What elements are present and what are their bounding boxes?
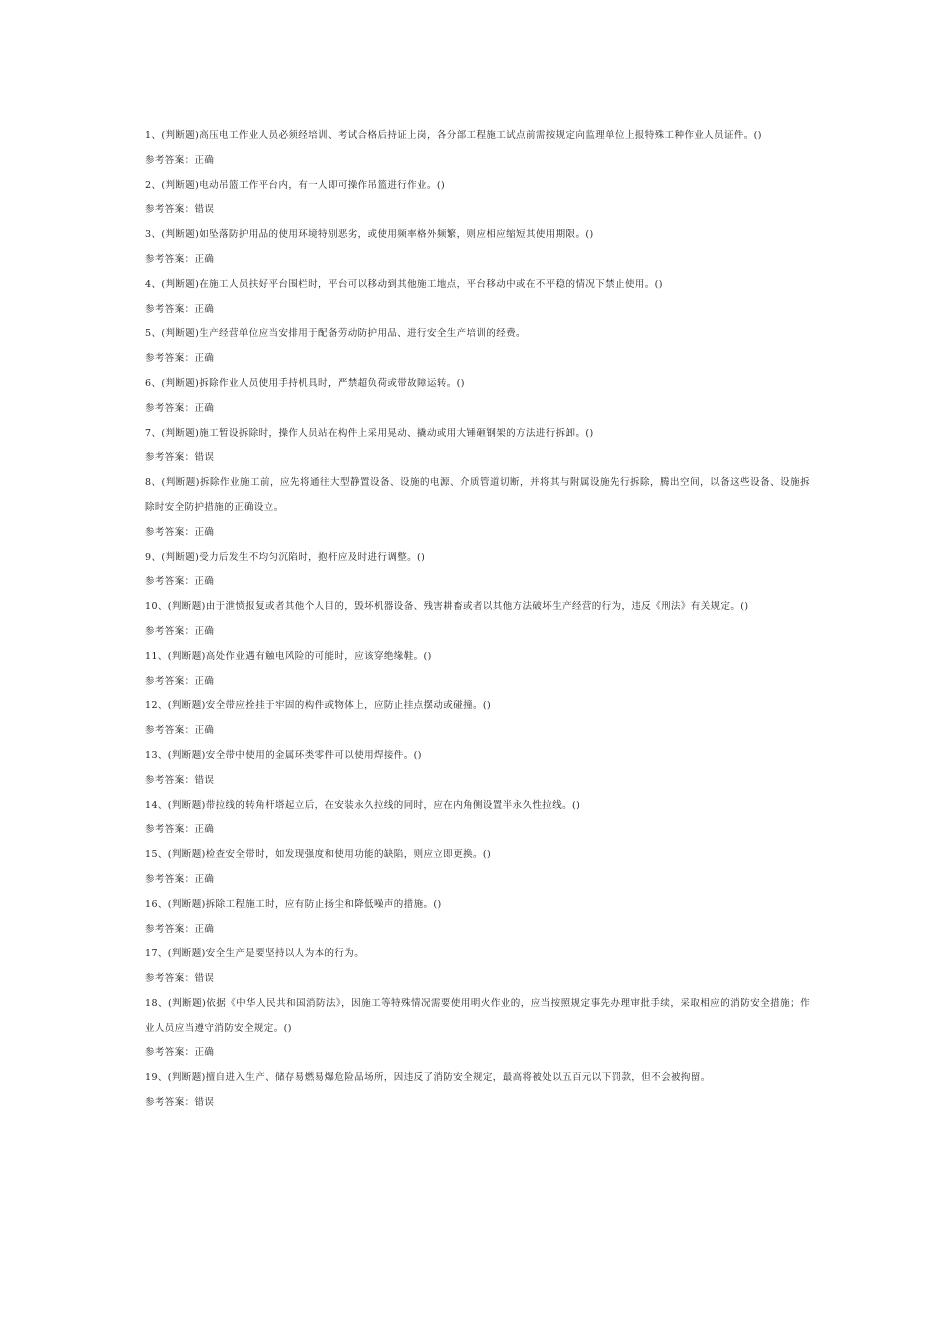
answer-label: 参考答案： <box>145 1097 195 1109</box>
answer-label: 参考答案： <box>145 725 195 737</box>
answer-label: 参考答案： <box>145 675 195 687</box>
answer-value: 错误 <box>194 973 215 985</box>
answer-line <box>145 446 810 471</box>
answer-label: 参考答案： <box>145 353 195 365</box>
question-text: 2、(判断题)电动吊篮工作平台内，有一人即可操作吊篮进行作业。() <box>145 179 446 191</box>
answer-line <box>145 397 810 422</box>
question-text: 5、(判断题)生产经营单位应当安排用于配备劳动防护用品、进行安全生产培训的经费。 <box>145 328 526 340</box>
answer-label: 参考答案： <box>145 402 195 414</box>
answer-line <box>145 298 810 323</box>
answer-label: 参考答案： <box>145 204 195 216</box>
answer-line <box>145 719 810 744</box>
answer-value: 正确 <box>194 253 215 265</box>
answer-value: 正确 <box>194 154 215 166</box>
question-text: 7、(判断题)施工暂设拆除时，操作人员站在构件上采用晃动、撬动或用大锤砸钢架的方法进行拆卸。() <box>145 427 594 439</box>
answer-line <box>145 347 810 372</box>
answer-line <box>145 521 810 546</box>
question-list <box>145 124 810 1116</box>
answer-line <box>145 198 810 223</box>
answer-line <box>145 769 810 794</box>
question-text: 9、(判断题)受力后发生不均匀沉陷时，抱杆应及时进行调整。() <box>145 551 426 563</box>
answer-value: 正确 <box>194 923 215 935</box>
answer-value: 正确 <box>194 873 215 885</box>
answer-value: 正确 <box>194 303 215 315</box>
answer-line <box>145 670 810 695</box>
answer-label: 参考答案： <box>145 253 195 265</box>
answer-line <box>145 1091 810 1116</box>
answer-value: 正确 <box>194 625 215 637</box>
answer-value: 正确 <box>194 725 215 737</box>
question-text: 18、(判断题)依据《中华人民共和国消防法》，因施工等特殊情况需要使用明火作业的，应当按照规定事先办理审批手续，采取相应的消防安全措施；作业人员应当遵守消防安全规定。() <box>145 997 810 1034</box>
answer-value: 错误 <box>194 452 215 464</box>
question-text: 13、(判断题)安全带中使用的金属环类零件可以使用焊接件。() <box>145 749 422 761</box>
answer-line <box>145 967 810 992</box>
answer-value: 正确 <box>194 1047 215 1059</box>
answer-value: 正确 <box>194 402 215 414</box>
answer-line <box>145 248 810 273</box>
answer-line <box>145 570 810 595</box>
question-text: 16、(判断题)拆除工程施工时，应有防止扬尘和降低噪声的措施。() <box>145 898 442 910</box>
question-text: 4、(判断题)在施工人员扶好平台围栏时，平台可以移动到其他施工地点，平台移动中或在不平稳的情况下禁止使用。() <box>145 278 663 290</box>
answer-label: 参考答案： <box>145 303 195 315</box>
answer-line <box>145 868 810 893</box>
answer-value: 错误 <box>194 1097 215 1109</box>
answer-line <box>145 1041 810 1066</box>
answer-line <box>145 818 810 843</box>
answer-value: 正确 <box>194 675 215 687</box>
answer-label: 参考答案： <box>145 824 195 836</box>
answer-value: 正确 <box>194 576 215 588</box>
answer-value: 正确 <box>194 353 215 365</box>
question-text: 19、(判断题)擅自进入生产、储存易燃易爆危险品场所，因违反了消防安全规定，最高将被处以五百元以下罚款，但不会被拘留。 <box>145 1072 711 1084</box>
answer-label: 参考答案： <box>145 625 195 637</box>
answer-value: 错误 <box>194 204 215 216</box>
question-text: 14、(判断题)带拉线的转角杆塔起立后，在安装永久拉线的同时，应在内角侧设置半永久性拉线。() <box>145 799 581 811</box>
answer-label: 参考答案： <box>145 923 195 935</box>
question-text: 10、(判断题)由于泄愤报复或者其他个人目的，毁坏机器设备、残害耕畜或者以其他方法破坏生产经营的行为，违反《刑法》有关规定。() <box>145 601 749 613</box>
answer-line <box>145 149 810 174</box>
question-text: 3、(判断题)如坠落防护用品的使用环境特别恶劣，或使用频率格外频繁，则应相应缩短其使用期限。() <box>145 229 594 241</box>
question-text: 11、(判断题)高处作业遇有触电风险的可能时，应该穿绝缘鞋。() <box>145 650 432 662</box>
answer-value: 错误 <box>194 774 215 786</box>
answer-label: 参考答案： <box>145 452 195 464</box>
answer-line <box>145 918 810 943</box>
answer-value: 正确 <box>194 526 215 538</box>
answer-label: 参考答案： <box>145 973 195 985</box>
answer-label: 参考答案： <box>145 576 195 588</box>
question-text: 15、(判断题)检查安全带时，如发现强度和使用功能的缺陷，则应立即更换。() <box>145 849 492 861</box>
answer-label: 参考答案： <box>145 526 195 538</box>
question-text: 8、(判断题)拆除作业施工前，应先将通往大型静置设备、设施的电源、介质管道切断，并将其与附属设施先行拆除，腾出空间，以备这些设备、设施拆除时安全防护措施的正确设立。 <box>145 477 810 513</box>
answer-label: 参考答案： <box>145 774 195 786</box>
question-text: 1、(判断题)高压电工作业人员必须经培训、考试合格后持证上岗，各分部工程施工试点前需按规定向监理单位上报特殊工种作业人员证件。() <box>145 130 762 141</box>
question-text: 12、(判断题)安全带应拴挂于牢固的构件或物体上，应防止挂点摆动或碰撞。() <box>145 700 492 712</box>
answer-value: 正确 <box>194 824 215 836</box>
answer-label: 参考答案： <box>145 1047 195 1059</box>
answer-label: 参考答案： <box>145 154 195 166</box>
answer-line <box>145 620 810 645</box>
question-text: 6、(判断题)拆除作业人员使用手持机具时，严禁超负荷或带故障运转。() <box>145 377 465 389</box>
answer-label: 参考答案： <box>145 873 195 885</box>
question-text: 17、(判断题)安全生产是要坚持以人为本的行为。 <box>145 948 365 960</box>
